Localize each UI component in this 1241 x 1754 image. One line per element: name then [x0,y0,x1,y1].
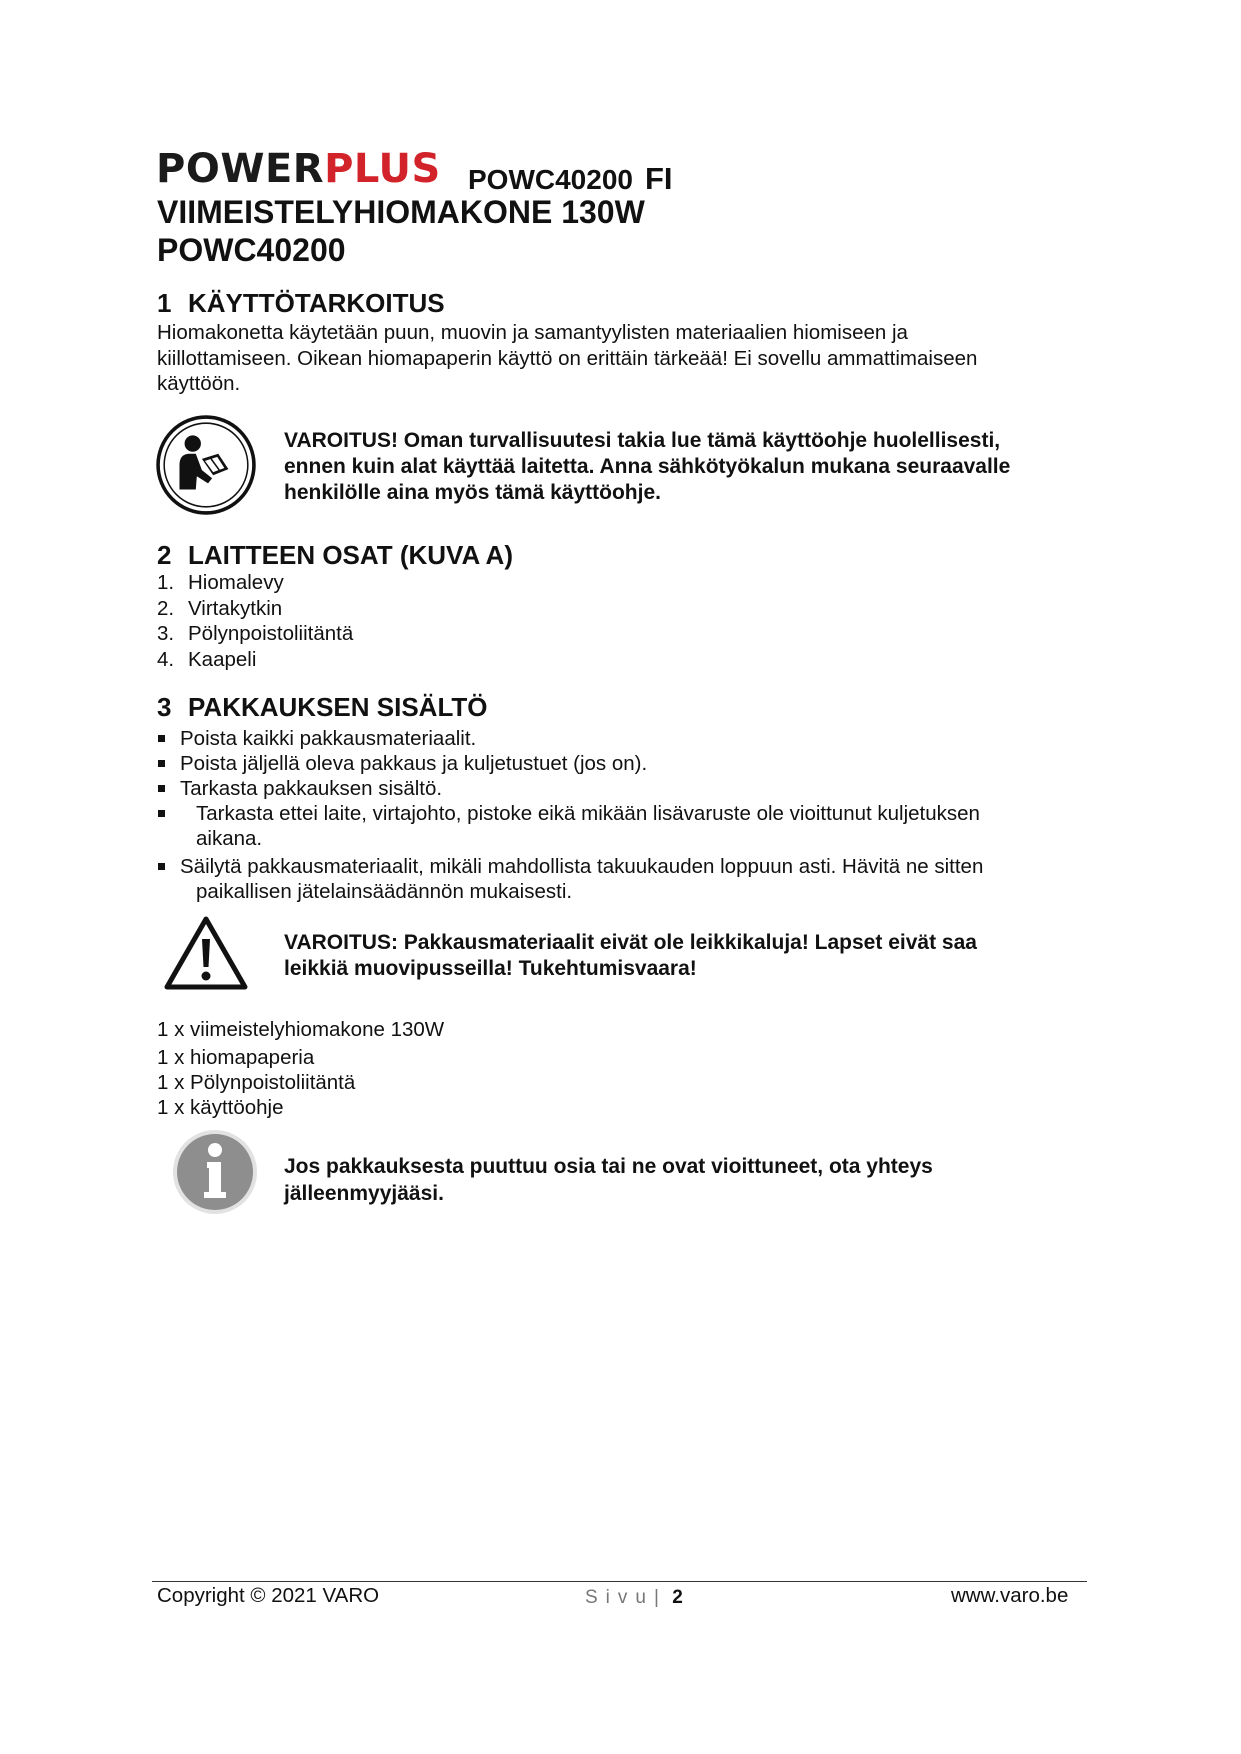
list-item: 1 x käyttöohje [157,1096,284,1119]
footer-divider [152,1581,1087,1582]
section-1-heading: 1 KÄYTTÖTARKOITUS [157,288,445,318]
footer-website-link[interactable]: www.varo.be [951,1584,1069,1607]
section-2-heading: 2 LAITTEEN OSAT (KUVA A) [157,540,513,570]
section-1-warning: VAROITUS! Oman turvallisuutesi takia lue tämä käyttöohje huolellisesti, ennen kuin alat käyttää laitetta. Anna sähkötyökalun mukana seuraavalle henkilölle aina myös tämä käyttöohje. [284,429,1011,504]
brand-logo: POWERPLUS [156,146,441,192]
bullet-square-icon [158,760,165,767]
list-item: 1. Hiomalevy [157,571,284,594]
footer-page-indicator: Sivu| 2 [585,1587,683,1608]
list-item: Poista kaikki pakkausmateriaalit. [157,726,1087,751]
list-item: Tarkasta ettei laite, virtajohto, pistoke eikä mikään lisävaruste ole vioittunut kuljetuksen aikana. [157,801,1087,851]
section-1-text: Hiomakonetta käytetään puun, muovin ja samantyylisten materiaalien hiomiseen ja kiillottamiseen. Oikean hiomapaperin käyttö on erittäin tärkeää! Ei sovellu ammattimaiseen käyttöön. [157,321,978,395]
bullet-square-icon [158,863,165,870]
list-item: 4. Kaapeli [157,647,257,671]
list-item: Säilytä pakkausmateriaalit, mikäli mahdollista takuukauden loppuun asti. Hävitä ne sitten paikallisen jätelainsäädännön mukaisesti. [157,854,1087,904]
list-item: Poista jäljellä oleva pakkaus ja kuljetustuet (jos on). [157,751,1087,776]
package-contents [157,1017,444,1120]
list-item: Tarkasta pakkauksen sisältö. [157,776,1087,801]
footer-copyright: Copyright © 2021 VARO [157,1584,380,1607]
list-item: 1 x Pölynpoistoliitäntä [157,1071,356,1094]
bullet-square-icon [158,785,165,792]
warning-triangle-icon [163,915,249,996]
section-3-warning: VAROITUS: Pakkausmateriaalit eivät ole leikkikaluja! Lapset eivät saa leikkiä muovipusseilla! Tukehtumisvaara! [284,931,977,980]
list-item: 2. Virtakytkin [157,596,283,620]
language-code: FI [644,161,673,196]
list-item: 1 x hiomapaperia [157,1046,315,1069]
bullet-square-icon [158,735,165,742]
bullet-square-icon [158,810,165,817]
product-title: VIIMEISTELYHIOMAKONE 130W [157,194,645,230]
model-code: POWC40200 [468,164,633,195]
missing-parts-note: Jos pakkauksesta puuttuu osia tai ne ovat vioittuneet, ota yhteys jälleenmyyjääsi. [284,1155,933,1205]
info-icon [171,1128,259,1221]
product-model-title: POWC40200 [157,232,346,268]
model-language-tag [468,161,673,197]
read-manual-icon [155,414,257,521]
section-3-heading: 3 PAKKAUKSEN SISÄLTÖ [157,692,488,722]
parts-list [157,570,353,672]
unpacking-steps [157,726,1087,904]
page-number: 2 [672,1587,683,1608]
list-item: 3. Pölynpoistoliitäntä [157,622,354,645]
list-item: 1 x viimeistelyhiomakone 130W [157,1018,445,1041]
